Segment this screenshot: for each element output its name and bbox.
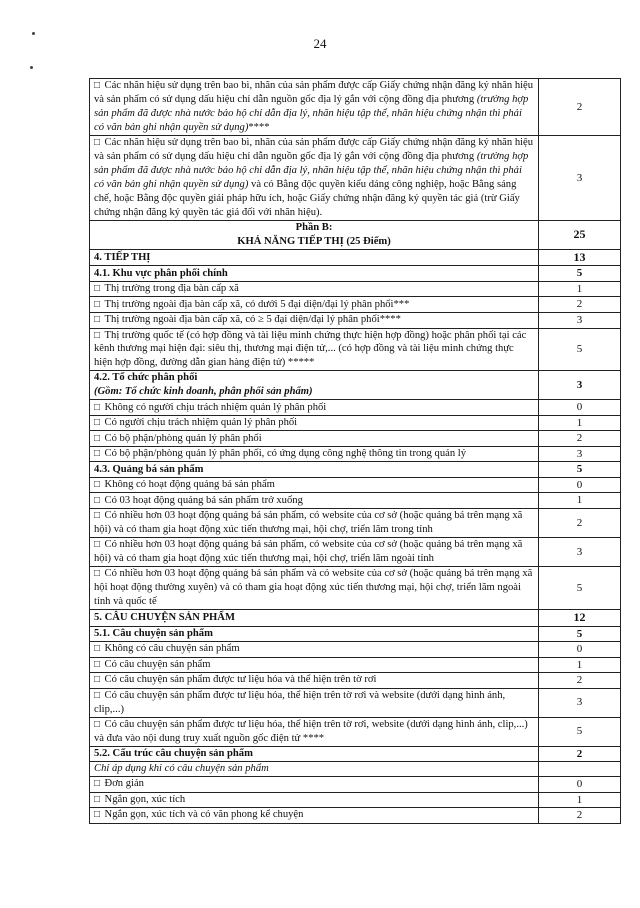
checkbox-icon: □ [94,567,103,579]
scoring-table [89,78,621,824]
criterion-text: Ngắn gọn, xúc tích và có văn phong kể chuyện [104,809,304,821]
criterion-cell [90,642,539,658]
page-number: 24 [313,36,327,51]
criterion-text: Không có người chịu trách nhiệm quản lý phân phối [104,401,327,413]
criterion-cell [90,746,539,762]
table-row [90,462,621,478]
table-row [90,566,621,609]
points-cell: 0 [539,400,621,416]
criterion-cell [90,626,539,642]
criterion-cell [90,762,539,777]
scan-speck [30,66,33,69]
points-cell: 5 [539,328,621,371]
table-row [90,313,621,329]
table-row [90,431,621,447]
criterion-cell [90,609,539,626]
checkbox-icon: □ [94,479,103,491]
checkbox-icon: □ [94,538,103,550]
points-cell [539,762,621,777]
table-row [90,626,621,642]
criterion-text: Không có hoạt động quảng bá sản phẩm [104,479,275,491]
points-cell: 5 [539,566,621,609]
criterion-cell [90,297,539,313]
points-cell: 12 [539,609,621,626]
criterion-text: Thị trường quốc tế (có hợp đồng và tài liệu minh chứng thực hiện hợp đồng) hoặc phân phối tại các kênh thương mại hiện đại: siêu thị, thương mại điện tử,... (có hợp đồng và tài liệu minh chứng thực hiện hợp đồng, đường dẫn gian hàng điện tử) ***** [94,329,527,369]
points-cell: 1 [539,493,621,509]
criterion-cell [90,493,539,509]
table-row [90,717,621,746]
criterion-text: Đơn giản [104,778,144,790]
checkbox-icon: □ [94,718,103,730]
points-cell: 5 [539,626,621,642]
criterion-text: Thị trường ngoài địa bàn cấp xã, có dưới 5 đại diện/đại lý phân phối*** [104,298,410,310]
criterion-cell [90,266,539,282]
table-row [90,642,621,658]
checkbox-icon: □ [94,448,103,460]
points-cell: 5 [539,266,621,282]
criterion-cell [90,477,539,493]
points-cell: 2 [539,297,621,313]
checkbox-icon: □ [94,674,103,686]
criterion-text: 4.2. Tổ chức phân phối [94,372,198,384]
points-cell: 1 [539,657,621,673]
table-row [90,777,621,793]
criterion-text: Có câu chuyện sản phẩm [104,658,211,670]
criterion-cell [90,537,539,566]
scan-speck [32,32,35,35]
criterion-text: 4. TIẾP THỊ [94,251,151,263]
criterion-text: Không có câu chuyện sản phẩm [104,643,240,655]
checkbox-icon: □ [94,689,103,701]
table-row [90,808,621,824]
criterion-cell [90,431,539,447]
criterion-cell [90,792,539,808]
criterion-suffix: và có Bằng độc quyền kiểu dáng công nghiệp, hoặc Bằng sáng chế, hoặc Bằng độc quyền giải pháp hữu ích, hoặc Giấy chứng nhận đăng ký quyền tác giả (trừ Giấy chứng nhận đăng ký quyền tác giả đối với nhãn hiệu). [94,178,520,218]
points-cell: 2 [539,808,621,824]
checkbox-icon: □ [94,283,103,295]
checkbox-icon: □ [94,80,103,91]
criterion-text: Các nhãn hiệu sử dụng trên bao bì, nhãn của sản phẩm được cấp Giấy chứng nhận đăng ký nhãn hiệu và sản phẩm có sử dụng dấu hiệu chỉ dẫn nguồn gốc địa lý gắn với cộng đồng địa phương [94,80,534,105]
checkbox-icon: □ [94,809,103,821]
table-row [90,537,621,566]
criterion-cell [90,657,539,673]
checkbox-icon: □ [94,509,103,521]
checkbox-icon: □ [94,778,103,790]
scoring-table-body [90,79,621,824]
criterion-text: Ngắn gọn, xúc tích [104,793,186,805]
criterion-text: Có câu chuyện sản phẩm được tư liệu hóa và thể hiện trên tờ rơi [104,674,377,686]
criterion-cell [90,508,539,537]
points-cell: 25 [539,220,621,249]
table-row [90,297,621,313]
criterion-note: (trường hợp sản phẩm đã được nhà nước bảo hộ chỉ dẫn địa lý, nhãn hiệu tập thể, nhãn hiệu chứng nhận thì phải có văn bản ghi nhận quyền sử dụng) [94,93,529,133]
part-title: KHẢ NĂNG TIẾP THỊ (25 Điểm) [237,235,391,247]
criterion-cell [90,462,539,478]
table-row [90,135,621,220]
points-cell: 0 [539,477,621,493]
points-cell: 0 [539,642,621,658]
points-cell: 1 [539,415,621,431]
criterion-text: Có nhiều hơn 03 hoạt động quảng bá sản phẩm, có website của cơ sở (hoặc quảng bá trên mạng xã hội) và có tham gia hoạt động xúc tiến thương mại, hội chợ, triển lãm trong tỉnh [94,509,523,535]
points-cell: 3 [539,371,621,400]
part-heading: Phần B: [295,221,333,233]
criterion-text: 4.1. Khu vực phân phối chính [94,267,228,279]
table-row [90,249,621,266]
checkbox-icon: □ [94,329,103,341]
criterion-suffix: **** [248,121,270,133]
table-row [90,328,621,371]
points-cell: 2 [539,508,621,537]
table-row [90,673,621,689]
table-row [90,281,621,297]
criterion-text: 4.3. Quảng bá sản phẩm [94,463,204,475]
table-row [90,400,621,416]
points-cell: 13 [539,249,621,266]
criterion-text: Có người chịu trách nhiệm quản lý phân phối [104,417,298,429]
checkbox-icon: □ [94,314,103,326]
criterion-cell [90,688,539,717]
criterion-cell [90,313,539,329]
criterion-text: Có câu chuyện sản phẩm được tư liệu hóa, thể hiện trên tờ rơi, website (dưới dạng hình ảnh, clip,...) và đưa vào nội dung truy xuất nguồn gốc điện tử **** [94,718,528,744]
criterion-text: Có câu chuyện sản phẩm được tư liệu hóa, thể hiện trên tờ rơi và website (dưới dạng hình ảnh, clip,...) [94,689,506,715]
table-row [90,79,621,136]
points-cell: 5 [539,717,621,746]
checkbox-icon: □ [94,643,103,655]
table-row [90,493,621,509]
criterion-cell [90,566,539,609]
checkbox-icon: □ [94,417,103,429]
criterion-cell [90,371,539,400]
points-cell: 5 [539,462,621,478]
table-row [90,688,621,717]
table-row [90,657,621,673]
criterion-text: Có bộ phận/phòng quản lý phân phối [104,432,262,444]
criterion-cell [90,328,539,371]
criterion-text: Các nhãn hiệu sử dụng trên bao bì, nhãn của sản phẩm được cấp Giấy chứng nhận đăng ký nhãn hiệu và sản phẩm có sử dụng dấu hiệu chỉ dẫn nguồn gốc địa lý gắn với cộng đồng địa phương [94,136,534,162]
criterion-cell [90,400,539,416]
checkbox-icon: □ [94,658,103,670]
table-row [90,508,621,537]
criterion-cell [90,249,539,266]
points-cell: 3 [539,135,621,220]
criterion-text: Có nhiều hơn 03 hoạt động quảng bá sản phẩm, có website của cơ sở (hoặc quảng bá trên mạng xã hội) và có tham gia hoạt động xúc tiến thương mại, hội chợ, triển lãm ngoài tỉnh [94,538,523,564]
criterion-text: Thị trường ngoài địa bàn cấp xã, có ≥ 5 đại diện/đại lý phân phối**** [104,314,401,326]
criterion-text: 5.1. Câu chuyện sản phẩm [94,627,213,639]
applicability-note: Chỉ áp dụng khi có câu chuyện sản phẩm [94,763,269,775]
criterion-cell [90,415,539,431]
table-row [90,477,621,493]
criterion-cell [90,446,539,462]
checkbox-icon: □ [94,432,103,444]
criterion-cell [90,220,539,249]
criterion-note: (trường hợp sản phẩm đã được nhà nước bảo hộ chỉ dẫn địa lý, nhãn hiệu tập thể, nhãn hiệu chứng nhận thì phải có văn bản ghi nhận quyền sử dụng) [94,150,529,190]
criterion-cell [90,777,539,793]
checkbox-icon: □ [94,401,103,413]
points-cell: 3 [539,446,621,462]
criterion-text: 5.2. Cấu trúc câu chuyện sản phẩm [94,747,253,759]
criterion-cell [90,717,539,746]
table-row [90,792,621,808]
points-cell: 0 [539,777,621,793]
points-cell: 2 [539,673,621,689]
criterion-text: Có bộ phận/phòng quản lý phân phối, có ứng dụng công nghệ thông tin trong quản lý [104,448,467,460]
criterion-cell [90,135,539,220]
points-cell: 3 [539,537,621,566]
table-row [90,415,621,431]
criterion-cell [90,673,539,689]
table-row [90,746,621,762]
table-row [90,609,621,626]
criterion-text: Có 03 hoạt động quảng bá sản phẩm trở xuống [104,494,303,506]
checkbox-icon: □ [94,298,103,310]
criterion-cell [90,808,539,824]
points-cell: 2 [539,431,621,447]
points-cell: 1 [539,792,621,808]
table-row [90,371,621,400]
table-row [90,446,621,462]
criterion-note: (Gồm: Tổ chức kinh doanh, phân phối sản phẩm) [94,386,313,398]
points-cell: 2 [539,79,621,136]
checkbox-icon: □ [94,494,103,506]
criterion-cell [90,79,539,136]
points-cell: 1 [539,281,621,297]
checkbox-icon: □ [94,136,103,148]
table-row [90,762,621,777]
points-cell: 2 [539,746,621,762]
points-cell: 3 [539,313,621,329]
criterion-text: 5. CÂU CHUYỆN SẢN PHẨM [94,611,235,623]
criterion-cell [90,281,539,297]
checkbox-icon: □ [94,793,103,805]
table-row [90,220,621,249]
table-row [90,266,621,282]
criterion-text: Thị trường trong địa bàn cấp xã [104,283,239,295]
criterion-text: Có nhiều hơn 03 hoạt động quảng bá sản phẩm và có website của cơ sở (hoặc quảng bá trên mạng xã hội hoạt động thường xuyên) và có tham gia hoạt động xúc tiến thương mại, hội chợ, triển lãm ngoài tỉnh và quốc tế [94,567,533,607]
points-cell: 3 [539,688,621,717]
